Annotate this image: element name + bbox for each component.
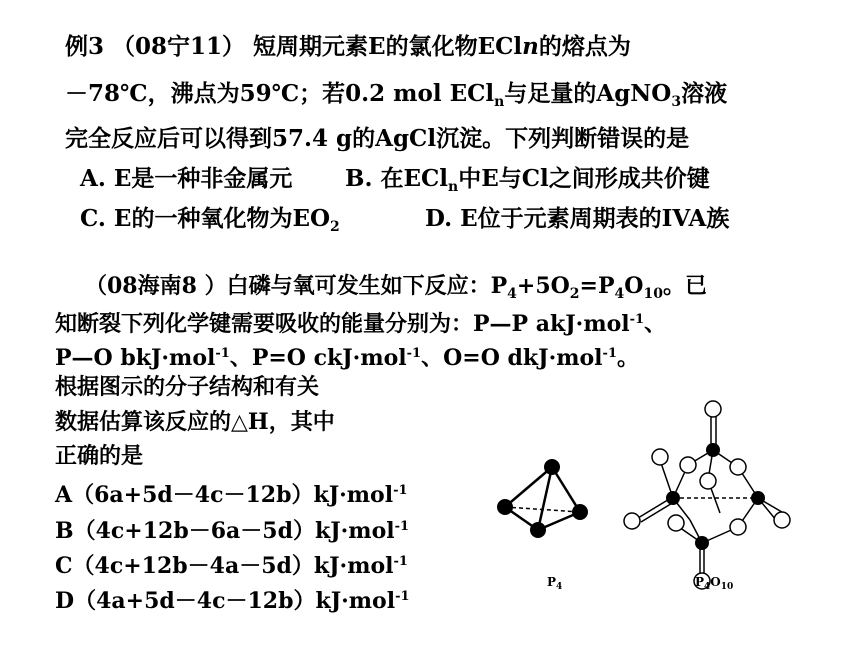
p4-caption: $P_4$ [547, 575, 563, 592]
p2-line5: 数据估算该反应的△H，其中 [55, 409, 335, 435]
p2-line3: P—O bkJ·mol$^{-1}$、P=O ckJ·mol$^{-1}$、O=O dkJ·mol$^{-1}$。 [55, 345, 640, 371]
molecule-diagram [490, 395, 820, 595]
molecule-svg [490, 395, 820, 595]
p2-line1: （08海南8 ）白磷与氧可发生如下反应：$P_4+5O_2=P_4O_{10}$。已 [85, 273, 707, 302]
p4-molecule [505, 467, 580, 530]
p4o10-o-atoms [624, 401, 790, 589]
p2-option-a: A（6a+5d－4c－12b）kJ·mol$^{-1}$ [55, 482, 408, 508]
p1-line1 [65, 33, 631, 61]
p4-atoms [497, 459, 588, 538]
p2-option-b: B（4c+12b－6a－5d）kJ·mol$^{-1}$ [55, 518, 410, 544]
p1-line2: －78℃，沸点为59℃；若0.2 mol ECl$_n$与足量的AgNO$_3$溶液 [65, 80, 728, 110]
p4o10-caption: $P_4O_{10}$ [695, 575, 734, 592]
p2-line6: 正确的是 [55, 443, 144, 469]
p1-option-b: B. 在ECl$_n$中E与Cl之间形成共价键 [345, 165, 710, 195]
p1-option-d: D. E位于元素周期表的IVA族 [425, 205, 730, 232]
p4o10-p-atoms [666, 443, 765, 550]
p4o10-molecule [638, 415, 787, 575]
p1-line1-text: 例3 （08宁11） 短周期元素E的氯化物ECln的熔点为 [65, 33, 631, 60]
p2-line2: 知断裂下列化学键需要吸收的能量分别为：P—P akJ·mol$^{-1}$、 [55, 311, 667, 337]
p1-option-c: C. E的一种氧化物为$EO_2$ [80, 205, 340, 235]
p2-option-c: C（4c+12b－4a－5d）kJ·mol$^{-1}$ [55, 553, 408, 579]
p1-option-a: A. E是一种非金属元 [80, 165, 293, 192]
p2-line4: 根据图示的分子结构和有关 [55, 374, 320, 400]
p1-line3: 完全反应后可以得到57.4 g的AgCl沉淀。下列判断错误的是 [65, 125, 690, 152]
p2-option-d: D（4a+5d－4c－12b）kJ·mol$^{-1}$ [55, 588, 410, 614]
